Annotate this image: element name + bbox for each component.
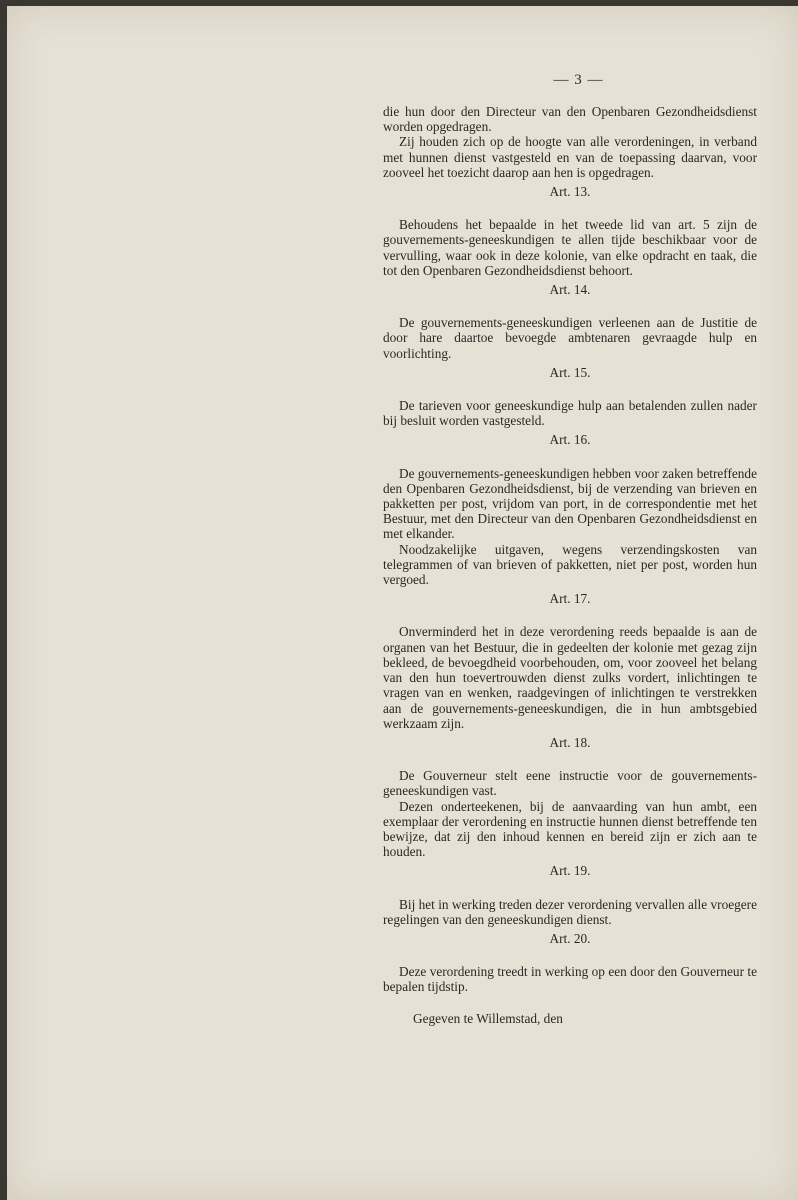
article-heading-18: Art. 18.: [549, 734, 591, 750]
page-number: — 3 —: [553, 72, 604, 88]
article-heading-17: Art. 17.: [549, 591, 591, 607]
paragraph: De tarieven voor geneeskundige hulp aan betalenden zullen nader bij besluit worden vastgesteld.: [383, 398, 757, 429]
article-heading-14: Art. 14.: [549, 282, 591, 298]
paragraph: De gouvernements-geneeskundigen verleenen aan de Justitie de door hare daartoe bevoegde ambtenaren gevraagde hulp en voorlichting.: [383, 315, 757, 361]
article-heading-13: Art. 13.: [549, 184, 591, 200]
text-column: [383, 104, 757, 1026]
article-heading-16: Art. 16.: [549, 432, 591, 448]
paragraph: De Gouverneur stelt eene instructie voor de gouvernements-geneeskundigen vast.: [383, 768, 757, 799]
paragraph: Dezen onderteekenen, bij de aanvaarding van hun ambt, een exemplaar der verordening en instructie hunnen dienst betreffende ten bewijze, dat zij den inhoud kennen en bereid zijn er zich aan te houden.: [383, 798, 757, 860]
document-page: [7, 6, 798, 1200]
paragraph: Onverminderd het in deze verordening reeds bepaalde is aan de organen van het Bestuur, die in gedeelten der kolonie met gezag zijn bekleed, de bevoegdheid voorbehouden, om, voor zooveel het belang van den hun toevertrouwden dienst zulks vordert, inlichtingen te vragen van en wenken, raadgevingen of inlichtingen te verstrekken aan de gouvernements-geneeskundigen, die in hun ambtsgebied werkzaam zijn.: [383, 624, 757, 731]
paragraph: De gouvernements-geneeskundigen hebben voor zaken betreffende den Openbaren Gezondheidsdienst, bij de verzending van brieven en pakketten per post, vrijdom van port, in de correspondentie met het Bestuur, met den Directeur van den Openbaren Gezondheidsdienst en met elkander.: [383, 465, 757, 542]
paragraph: Zij houden zich op de hoogte van alle verordeningen, in verband met hunnen dienst vastgesteld en van de toepassing daarvan, voor zooveel het toezicht daarop aan hen is opgedragen.: [383, 134, 757, 180]
paragraph-continuation: die hun door den Directeur van den Openbaren Gezondheidsdienst worden opgedragen.: [383, 104, 757, 135]
article-heading-15: Art. 15.: [549, 364, 591, 380]
paragraph: Behoudens het bepaalde in het tweede lid van art. 5 zijn de gouvernements-geneeskundigen te allen tijde beschikbaar voor de vervulling, waar ook in deze kolonie, van elke opdracht en taak, die tot den Openbaren Gezondheidsdienst behoort.: [383, 217, 757, 278]
article-heading-20: Art. 20.: [549, 930, 591, 946]
paragraph: Noodzakelijke uitgaven, wegens verzendingskosten van telegrammen of van brieven of pakketten, niet per post, worden hun vergoed.: [383, 541, 757, 588]
paragraph: Deze verordening treedt in werking op een door den Gouverneur te bepalen tijdstip.: [383, 964, 757, 995]
article-heading-19: Art. 19.: [549, 863, 591, 879]
closing-line: Gegeven te Willemstad, den: [413, 1010, 563, 1026]
paragraph: Bij het in werking treden dezer verordening vervallen alle vroegere regelingen van den geneeskundigen dienst.: [383, 896, 757, 927]
